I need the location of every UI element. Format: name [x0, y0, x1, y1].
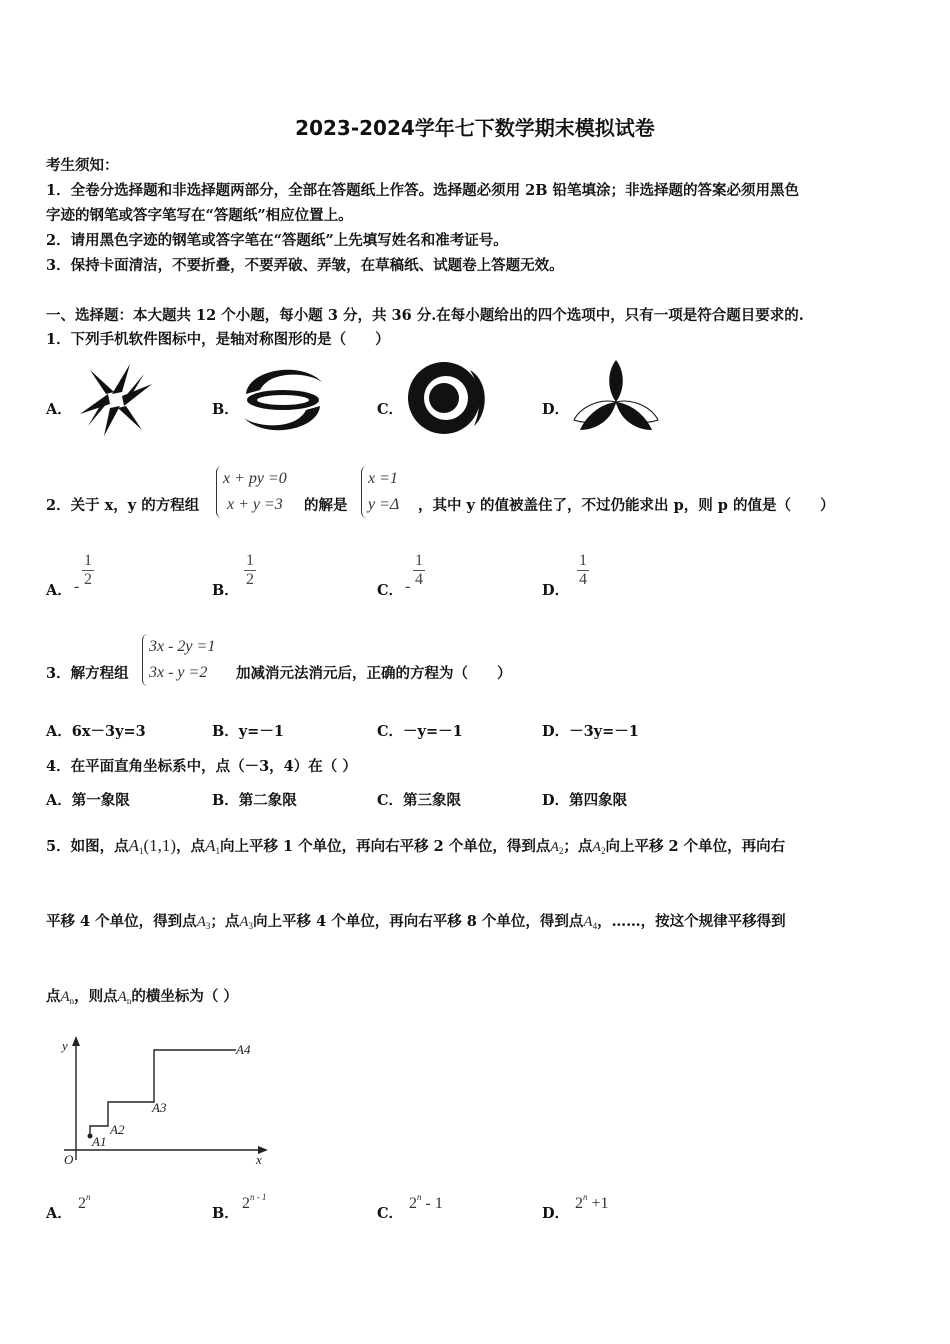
q1-option-c-label: C． — [377, 401, 404, 418]
q2-solution — [361, 466, 399, 518]
fig-a2-label: A2 — [110, 1122, 125, 1137]
q2-option-b-label: B． — [212, 582, 239, 599]
notice-item-1-cont: 字迹的钢笔或答字笔写在“答题纸”相应位置上。 — [46, 207, 353, 224]
q2-eq2: x + y =3 — [227, 496, 283, 513]
q5-line-1: 5．如图，点$A_1(1,1)$，点$A_1$向上平移 1 个单位，再向右平移 2 个单位，得到点$A_2$；点$A_2$向上平移 2 个单位，再向右 — [46, 836, 786, 856]
q3-eq2: 3x - y =2 — [149, 664, 208, 681]
q3-eq1: 3x - 2y =1 — [149, 638, 216, 655]
q2-system — [216, 466, 287, 518]
notice-heading: 考生须知： — [46, 157, 119, 174]
trefoil-icon — [570, 358, 662, 438]
q2-mid: 的解是 — [304, 497, 348, 514]
q2-b-fraction: $\frac{1}{2}$ — [246, 552, 254, 588]
q2-option-c-label: C． — [377, 582, 404, 599]
q2-post: ，其中 y 的值被盖住了，不过仍能求出 p，则 p 的值是（ ） — [418, 497, 835, 514]
q5-line-3: 点$A_n$，则点$A_n$的横坐标为（ ） — [46, 988, 238, 1006]
q5-line-2: 平移 4 个单位，得到点$A_3$；点$A_3$向上平移 4 个单位，再向右平移 8 个单位，得到点$A_4$，……，按这个规律平移得到 — [46, 913, 786, 931]
q3-option-a: A．6x－3y=3 — [46, 723, 146, 740]
fig-y-label: y — [62, 1038, 68, 1053]
q4-option-b: B．第二象限 — [212, 792, 297, 809]
q4-option-a: A．第一象限 — [46, 792, 130, 809]
q1-option-b-label: B． — [212, 401, 239, 418]
fig-origin-label: O — [64, 1152, 74, 1167]
q1-stem: 1．下列手机软件图标中，是轴对称图形的是（ ） — [46, 331, 390, 348]
q4-option-c: C．第三象限 — [377, 792, 462, 809]
page-title: 2023-2024学年七下数学期末模拟试卷 — [295, 116, 655, 140]
section-heading: 一、选择题：本大题共 12 个小题，每小题 3 分，共 36 分.在每小题给出的四个选项中，只有一项是符合题目要求的. — [46, 307, 804, 324]
q5-option-c-expr: 2$^n$ - 1 — [409, 1192, 443, 1212]
q1-option-a-label: A． — [46, 401, 72, 418]
q3-system — [142, 634, 215, 686]
notice-item-3: 3．保持卡面清洁，不要折叠，不要弄破、弄皱，在草稿纸、试题卷上答题无效。 — [46, 257, 564, 274]
fig-x-label: x — [256, 1152, 262, 1167]
q1-option-d-label: D． — [542, 401, 570, 418]
fig-a1-label: A1 — [92, 1134, 107, 1149]
ring-split-icon — [240, 364, 326, 436]
q5-option-c-label: C． — [377, 1205, 404, 1222]
q2-pre: 2．关于 x，y 的方程组 — [46, 497, 200, 514]
q3-post: 加减消元法消元后，正确的方程为（ ） — [236, 665, 512, 682]
q2-a-fraction: $\frac{1}{2}$ — [84, 552, 92, 588]
q2-eq1: x + py =0 — [223, 470, 287, 487]
q4-option-d: D．第四象限 — [542, 792, 628, 809]
q2-sol1: x =1 — [368, 470, 398, 487]
q5-option-d-expr: 2$^n$ +1 — [575, 1192, 609, 1212]
q5-option-a-label: A． — [46, 1205, 72, 1222]
q5-option-b-expr: 2$^{n - 1}$ — [242, 1192, 267, 1212]
q3-pre: 3．解方程组 — [46, 665, 129, 682]
fig-a3-label: A3 — [152, 1100, 167, 1115]
q2-d-fraction: $\frac{1}{4}$ — [579, 552, 587, 588]
q2-a-sign: - — [74, 578, 80, 595]
q5-option-a-expr: 2$^n$ — [78, 1192, 91, 1212]
q2-c-sign: - — [405, 578, 411, 595]
q2-c-fraction: $\frac{1}{4}$ — [415, 552, 423, 588]
q2-option-d-label: D． — [542, 582, 570, 599]
q3-option-c: C．－y=－1 — [377, 723, 463, 740]
q4-stem: 4．在平面直角坐标系中，点（－3，4）在（ ） — [46, 758, 357, 775]
fig-a4-label: A4 — [236, 1042, 251, 1057]
q2-option-a-label: A． — [46, 582, 72, 599]
q2-sol2: y =Δ — [368, 496, 400, 513]
q5-option-d-label: D． — [542, 1205, 570, 1222]
swirl-circle-icon — [404, 358, 490, 438]
q3-option-b: B．y=－1 — [212, 723, 284, 740]
pinwheel-star-icon — [76, 362, 156, 438]
q5-step-figure — [56, 1030, 276, 1170]
notice-item-2: 2．请用黑色字迹的钢笔或答字笔在“答题纸”上先填写姓名和准考证号。 — [46, 232, 508, 249]
q3-option-d: D．－3y=－1 — [542, 723, 639, 740]
q5-option-b-label: B． — [212, 1205, 239, 1222]
notice-item-1: 1．全卷分选择题和非选择题两部分，全部在答题纸上作答。选择题必须用 2B 铅笔填涂；非选择题的答案必须用黑色 — [46, 182, 800, 199]
